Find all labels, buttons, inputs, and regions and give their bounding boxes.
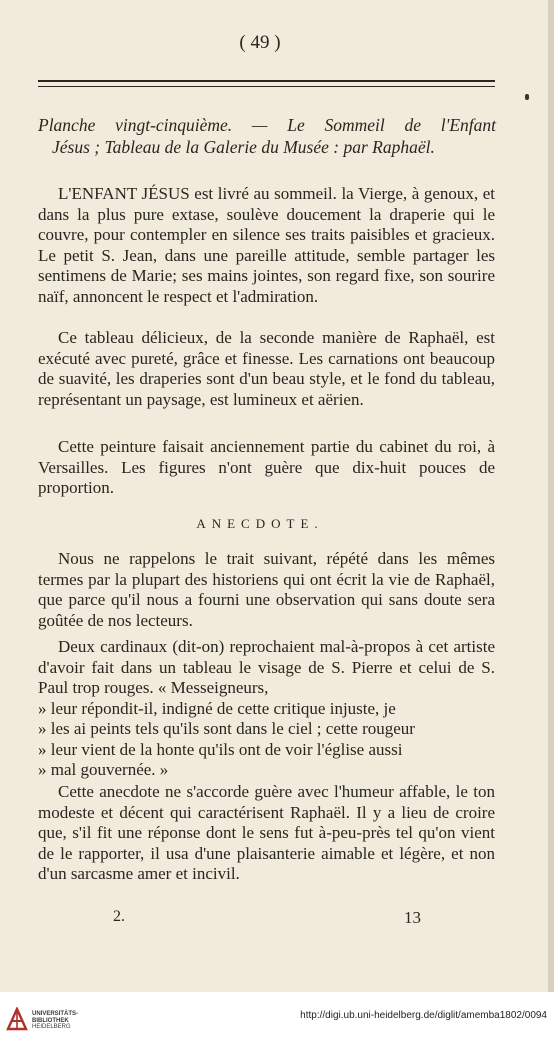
anecdote-story-text: Deux cardinaux (dit-on) reprochaient mal-à-propos à cet artiste d'avoir fait dans un tableau le visage de S. Pierre et celui de S. Paul trop rouges. « Messeigneurs, bbox=[38, 637, 495, 697]
page-edge bbox=[548, 0, 554, 992]
header-rule-thick bbox=[38, 80, 495, 82]
paragraph-conclusion: Cette anecdote ne s'accorde guère avec l'humeur affable, le ton modeste et décent qui caractérisent Raphaël. Il y a lieu de croire que, s'il fit une réponse dont le sens fut à-peu-près tel qu'on vient de le rapporter, il usa d'une plaisanterie aimable et légère, et non d'un sarcasme amer et incivil. bbox=[38, 782, 495, 883]
plate-title-line-1: Planche vingt-cinquième. — Le Sommeil de l'Enfant bbox=[38, 115, 496, 135]
library-logo-icon bbox=[6, 1007, 28, 1031]
ink-mark bbox=[525, 94, 529, 100]
quote-line: » leur répondit-il, indigné de cette critique injuste, je bbox=[38, 698, 396, 718]
paragraph-provenance: Cette peinture faisait anciennement partie du cabinet du roi, à Versailles. Les figures n'ont guère que dix-huit pouces de proportion. bbox=[38, 437, 495, 497]
quote-line: » mal gouvernée. » bbox=[38, 760, 169, 779]
library-name-line: HEIDELBERG bbox=[32, 1024, 71, 1030]
sheet-number: 13 bbox=[404, 908, 421, 927]
paragraph-description: L'ENFANT JÉSUS est livré au sommeil. la Vierge, à genoux, et dans la plus pure extase, soulève doucement la draperie qui le couvre, pour contempler en silence ses traits paisibles et gracieux. Le petit S. Jean, dans une pareille attitude, semble partager les sentimens de Marie; ses mains jointes, son regard fixe, son sourire naïf, annoncent le respect et l'admiration. bbox=[38, 184, 495, 306]
library-name-line: BIBLIOTHEK bbox=[32, 1017, 69, 1024]
page-number: ( 49 ) bbox=[239, 32, 281, 53]
header-rule-thin bbox=[38, 86, 495, 87]
paragraph-anecdote-intro: Nous ne rappelons le trait suivant, répété dans les mêmes termes par la plupart des historiens qui ont écrit la vie de Raphaël, que parce qu'il nous a fourni une observation qui sans doute sera goûtée de nos lecteurs. bbox=[38, 549, 495, 630]
library-name bbox=[32, 1011, 78, 1031]
quote-line: » les ai peints tels qu'ils sont dans le ciel ; cette rougeur bbox=[38, 719, 415, 738]
library-name-line: UNIVERSITÄTS- bbox=[32, 1011, 79, 1017]
signature-mark: 2. bbox=[113, 908, 125, 925]
plate-title-line-2: Jésus ; Tableau de la Galerie du Musée : par Raphaël. bbox=[52, 137, 435, 157]
plate-title bbox=[38, 114, 496, 158]
paragraph-execution: Ce tableau délicieux, de la seconde manière de Raphaël, est exécuté avec pureté, grâce et finesse. Les carnations ont beaucoup de suavité, les draperies sont d'un beau style, et le fond du tableau, représentant un paysage, est lumineux et aërien. bbox=[38, 328, 495, 409]
paragraph-anecdote-story bbox=[38, 637, 495, 781]
quote-line: » leur vient de la honte qu'ils ont de voir l'église aussi bbox=[38, 739, 403, 759]
source-url-link[interactable]: http://digi.ub.uni-heidelberg.de/diglit/amemba1802/0094 bbox=[300, 1010, 547, 1021]
section-heading: ANECDOTE. bbox=[196, 516, 324, 531]
